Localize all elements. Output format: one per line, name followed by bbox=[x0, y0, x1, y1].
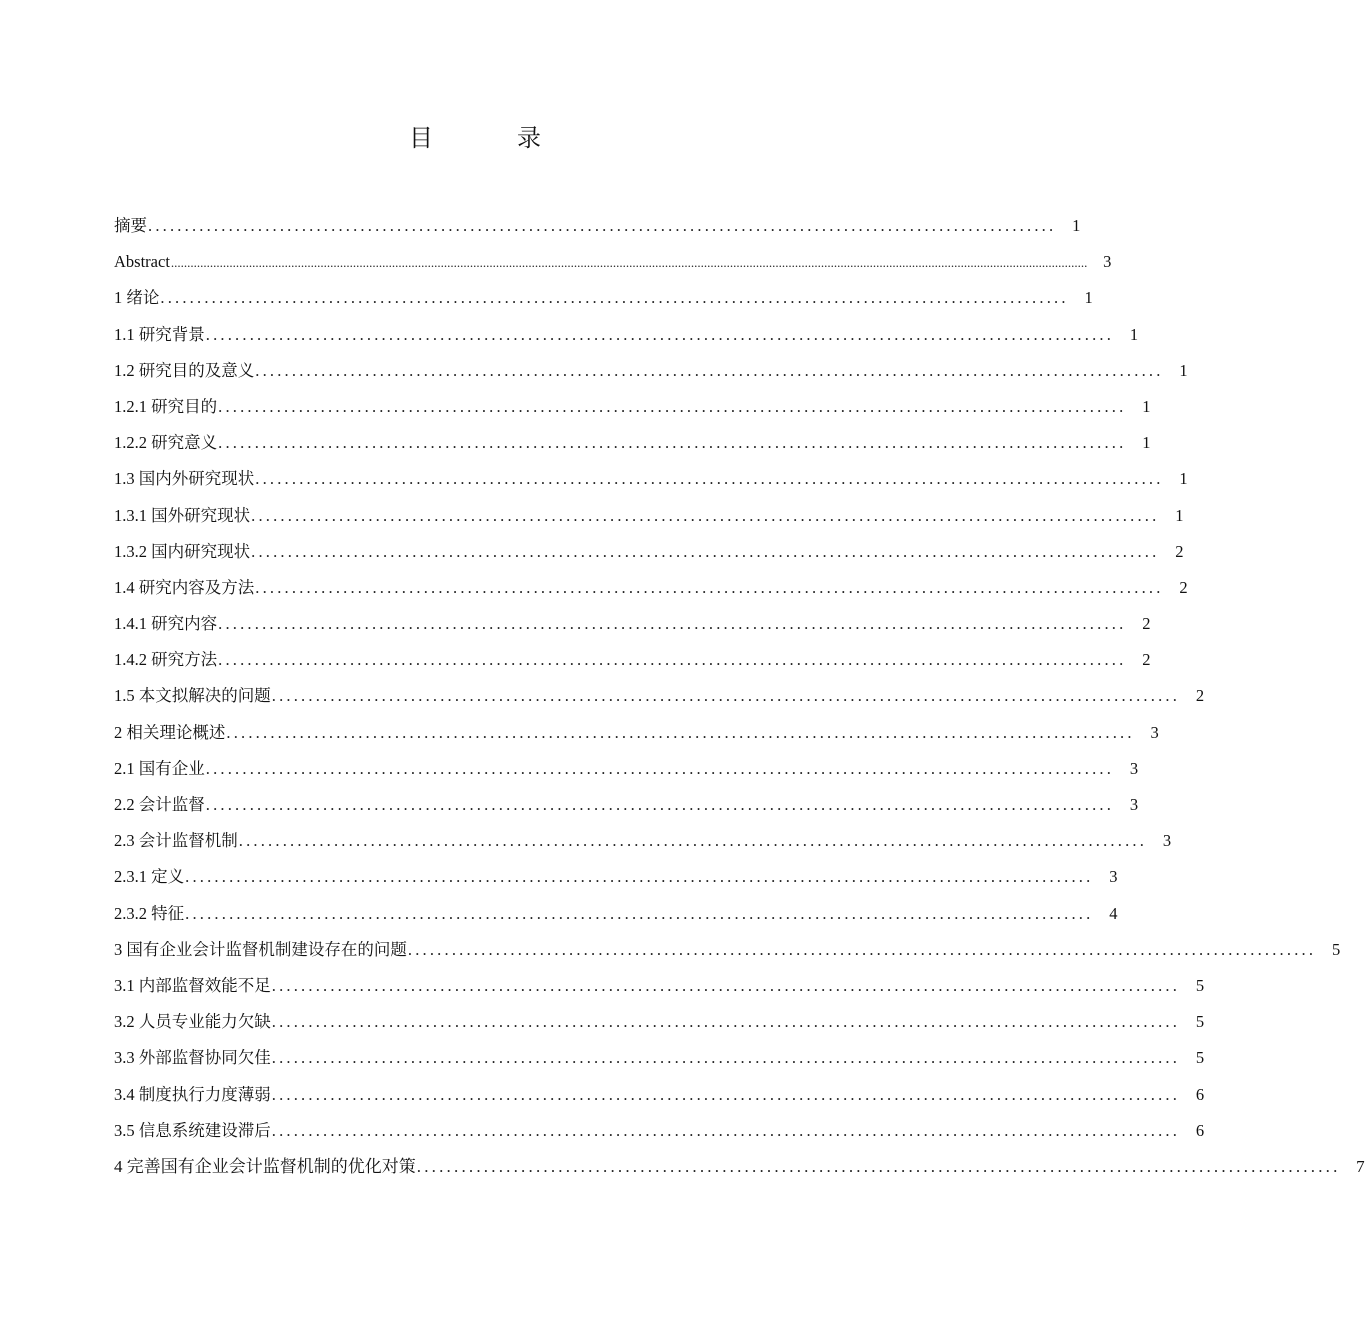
toc-entry-1[interactable] bbox=[114, 280, 1093, 316]
toc-entry-1-4-1[interactable] bbox=[114, 606, 1151, 642]
toc-entry-label: 1.4 研究内容及方法 bbox=[114, 577, 255, 597]
toc-entry-page: 5 bbox=[1195, 1012, 1205, 1032]
toc-entry-label: 4 完善国有企业会计监督机制的优化对策 bbox=[114, 1156, 416, 1176]
toc-entry-1-2-2[interactable] bbox=[114, 425, 1151, 461]
toc-entry-1-2-1[interactable] bbox=[114, 389, 1151, 425]
toc-entry-2-3-2[interactable] bbox=[114, 896, 1118, 932]
toc-entry-label: 3.1 内部监督效能不足 bbox=[114, 975, 271, 995]
toc-entry-label: 3.5 信息系统建设滞后 bbox=[114, 1120, 271, 1140]
toc-leader-dots: ............................................................................................................................ bbox=[255, 469, 1164, 489]
toc-entry-page: 1 bbox=[1129, 324, 1139, 344]
toc-leader-dots: ............................................................................................................................ bbox=[148, 216, 1057, 235]
toc-leader-dots: ............................................................................................................................ bbox=[271, 975, 1181, 995]
toc-leader-dots: ............................................................................................................................ bbox=[218, 650, 1127, 670]
toc-entry-2-3-1[interactable] bbox=[114, 859, 1118, 895]
toc-entry-1-3-1[interactable] bbox=[114, 498, 1184, 534]
toc-leader-dots: ............................................................................................................................ bbox=[185, 903, 1094, 923]
toc-entry-2[interactable] bbox=[114, 715, 1159, 751]
toc-entry-page: 1 bbox=[1175, 505, 1184, 525]
toc-leader-dots: ............................................................................................................................ bbox=[251, 505, 1160, 525]
toc-entry-page: 2 bbox=[1142, 614, 1151, 634]
toc-entry-page: 1 bbox=[1179, 360, 1188, 380]
toc-entry-1-1[interactable] bbox=[114, 317, 1139, 353]
toc-entry-page: 2 bbox=[1142, 650, 1151, 670]
toc-leader-dots: ............................................................................................................................ bbox=[271, 1048, 1181, 1068]
toc-entry-page: 1 bbox=[1179, 469, 1188, 489]
toc-leader-dots: ............................................................................................................................ bbox=[205, 324, 1115, 344]
toc-leader-dots: ............................................................................................................................ bbox=[255, 360, 1164, 380]
toc-leader-dots: ............................................................................................................................ bbox=[255, 577, 1164, 597]
toc-leader-dots: ............................................................................................................................ bbox=[271, 1084, 1181, 1104]
toc-entry-1-2[interactable] bbox=[114, 353, 1188, 389]
toc-entry-label: 3.3 外部监督协同欠佳 bbox=[114, 1048, 271, 1068]
toc-entry-3-3[interactable] bbox=[114, 1040, 1205, 1076]
toc-entry-page: 2 bbox=[1195, 686, 1205, 706]
toc-entry-page: 2 bbox=[1179, 577, 1188, 597]
toc-entry-abstract-en[interactable] bbox=[114, 244, 1112, 280]
toc-entry-page: 2 bbox=[1175, 541, 1184, 561]
toc-entry-label: 1.4.2 研究方法 bbox=[114, 650, 218, 670]
toc-leader-dots: .......................................................................................................................................................................................................................................................................................... bbox=[170, 255, 1088, 271]
toc-entry-4[interactable] bbox=[114, 1149, 1365, 1185]
toc-entry-3-4[interactable] bbox=[114, 1077, 1205, 1113]
toc-entry-3[interactable] bbox=[114, 932, 1341, 968]
toc-leader-dots: ............................................................................................................................ bbox=[218, 433, 1127, 453]
toc-entry-1-5[interactable] bbox=[114, 678, 1205, 714]
toc-entry-3-5[interactable] bbox=[114, 1113, 1205, 1149]
toc-entry-page: 6 bbox=[1195, 1084, 1205, 1104]
toc-entry-label: 1.2.2 研究意义 bbox=[114, 433, 218, 453]
toc-entry-label: 2 相关理论概述 bbox=[114, 722, 226, 742]
toc-entry-page: 1 bbox=[1084, 288, 1093, 308]
toc-entry-2-2[interactable] bbox=[114, 787, 1139, 823]
toc-entry-label: Abstract bbox=[114, 252, 170, 272]
toc-entry-label: 1 绪论 bbox=[114, 288, 160, 308]
toc-entry-3-2[interactable] bbox=[114, 1004, 1205, 1040]
toc-leader-dots: ............................................................................................................................ bbox=[271, 1120, 1181, 1140]
toc-entry-label: 摘要 bbox=[114, 216, 147, 235]
toc-leader-dots: ............................................................................................................................ bbox=[185, 867, 1094, 887]
toc-entry-page: 1 bbox=[1142, 396, 1151, 416]
toc-leader-dots: ............................................................................................................................ bbox=[271, 1012, 1181, 1032]
toc-entry-page: 5 bbox=[1331, 939, 1341, 959]
toc-leader-dots: ............................................................................................................................ bbox=[238, 831, 1148, 851]
toc-entry-page: 3 bbox=[1103, 252, 1112, 272]
toc-entry-1-3[interactable] bbox=[114, 461, 1188, 497]
toc-entry-page: 1 bbox=[1142, 433, 1151, 453]
toc-entry-label: 1.2 研究目的及意义 bbox=[114, 360, 255, 380]
toc-entry-abstract-cn[interactable] bbox=[114, 208, 1081, 244]
toc-entry-label: 2.1 国有企业 bbox=[114, 758, 205, 778]
toc-leader-dots: ............................................................................................................................ bbox=[407, 939, 1317, 959]
toc-entry-page: 3 bbox=[1150, 722, 1159, 742]
toc-leader-dots: ............................................................................................................................ bbox=[226, 722, 1135, 742]
toc-entry-page: 3 bbox=[1129, 758, 1139, 778]
table-of-contents bbox=[114, 208, 1365, 1185]
toc-entry-page: 5 bbox=[1195, 1048, 1205, 1068]
toc-entry-label: 3.2 人员专业能力欠缺 bbox=[114, 1012, 271, 1032]
toc-leader-dots: ............................................................................................................................ bbox=[205, 758, 1115, 778]
toc-entry-2-3[interactable] bbox=[114, 823, 1172, 859]
toc-entry-label: 1.2.1 研究目的 bbox=[114, 396, 218, 416]
toc-entry-label: 3.4 制度执行力度薄弱 bbox=[114, 1084, 271, 1104]
toc-entry-label: 2.3.1 定义 bbox=[114, 867, 185, 887]
toc-entry-1-3-2[interactable] bbox=[114, 534, 1184, 570]
toc-entry-label: 1.3 国内外研究现状 bbox=[114, 469, 255, 489]
page-title: 目 录 bbox=[409, 124, 571, 152]
toc-entry-label: 3 国有企业会计监督机制建设存在的问题 bbox=[114, 939, 407, 959]
toc-leader-dots: ............................................................................................................................ bbox=[416, 1156, 1341, 1176]
toc-entry-1-4[interactable] bbox=[114, 570, 1188, 606]
toc-entry-page: 4 bbox=[1109, 903, 1118, 923]
toc-entry-page: 1 bbox=[1072, 216, 1081, 235]
toc-entry-page: 3 bbox=[1109, 867, 1118, 887]
toc-leader-dots: ............................................................................................................................ bbox=[251, 541, 1160, 561]
toc-entry-2-1[interactable] bbox=[114, 751, 1139, 787]
toc-leader-dots: ............................................................................................................................ bbox=[160, 288, 1069, 308]
toc-entry-page: 5 bbox=[1195, 975, 1205, 995]
toc-entry-label: 1.3.2 国内研究现状 bbox=[114, 541, 251, 561]
toc-entry-3-1[interactable] bbox=[114, 968, 1205, 1004]
toc-entry-page: 3 bbox=[1129, 795, 1139, 814]
toc-leader-dots: ............................................................................................................................ bbox=[218, 614, 1127, 634]
toc-entry-1-4-2[interactable] bbox=[114, 642, 1151, 678]
toc-entry-page: 7 bbox=[1356, 1156, 1365, 1176]
toc-entry-page: 3 bbox=[1162, 831, 1172, 851]
toc-entry-label: 2.3 会计监督机制 bbox=[114, 831, 238, 851]
toc-entry-label: 2.2 会计监督 bbox=[114, 795, 205, 814]
toc-entry-label: 2.3.2 特征 bbox=[114, 903, 185, 923]
toc-entry-label: 1.4.1 研究内容 bbox=[114, 614, 218, 634]
toc-entry-label: 1.5 本文拟解决的问题 bbox=[114, 686, 271, 706]
toc-leader-dots: ............................................................................................................................ bbox=[205, 795, 1115, 814]
toc-entry-page: 6 bbox=[1195, 1120, 1205, 1140]
toc-leader-dots: ............................................................................................................................ bbox=[218, 396, 1127, 416]
toc-leader-dots: ............................................................................................................................ bbox=[271, 686, 1181, 706]
toc-entry-label: 1.3.1 国外研究现状 bbox=[114, 505, 251, 525]
toc-entry-label: 1.1 研究背景 bbox=[114, 324, 205, 344]
